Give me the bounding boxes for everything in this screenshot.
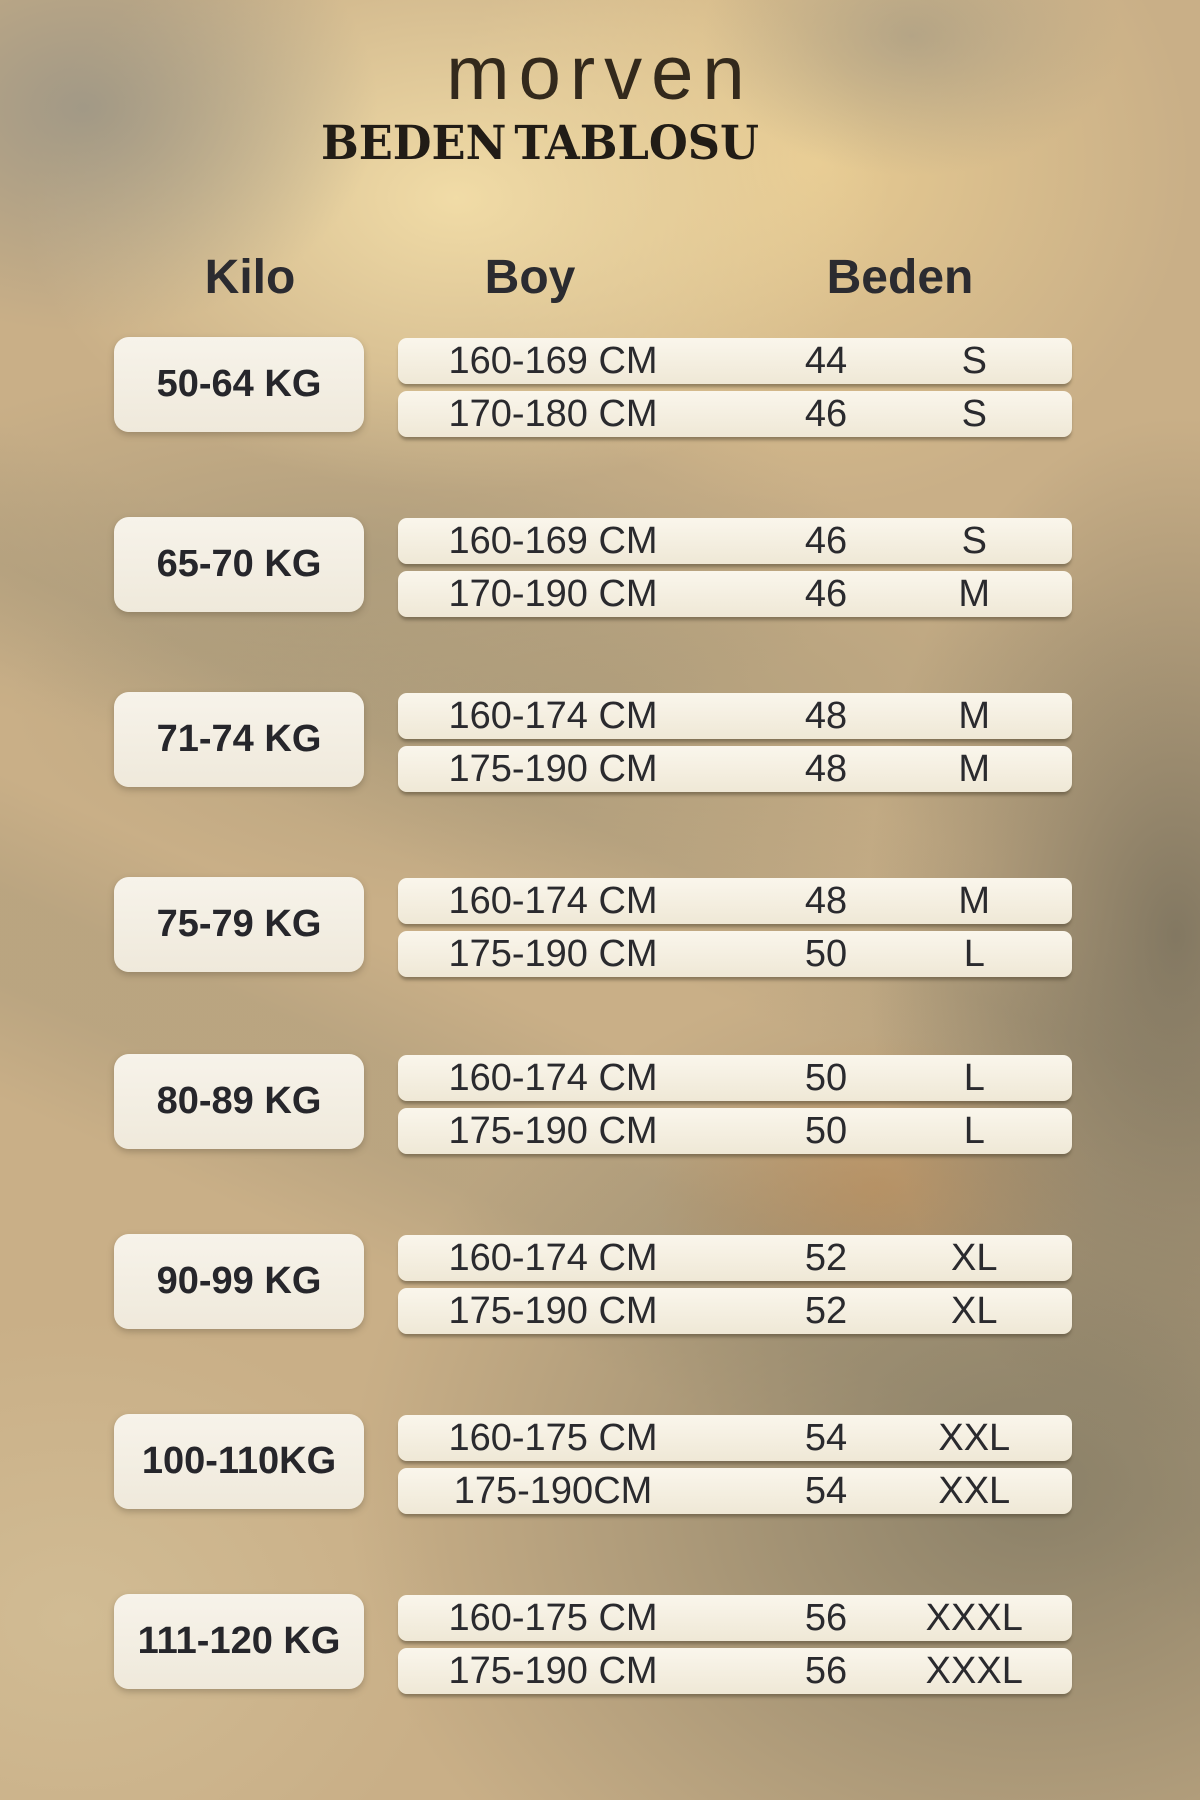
weight-range-label: 50-64 KG: [156, 363, 322, 405]
size-letter-value: XXXL: [925, 1650, 1023, 1692]
height-range-value: 175-190 CM: [448, 1650, 658, 1692]
weight-range-box: [114, 517, 364, 612]
weight-group: [0, 1595, 1200, 1695]
size-number-value: 46: [804, 520, 848, 562]
size-number-value: 48: [804, 695, 848, 737]
size-letter-value: L: [963, 933, 985, 975]
height-range-value: 175-190 CM: [448, 1110, 658, 1152]
weight-range-box: [114, 692, 364, 787]
size-number-value: 52: [804, 1290, 848, 1332]
size-number-value: 46: [804, 573, 848, 615]
weight-range-label: 75-79 KG: [156, 903, 322, 945]
size-letter-value: XXXL: [925, 1597, 1023, 1639]
size-letter-value: XXL: [938, 1417, 1011, 1459]
size-number-value: 48: [804, 748, 848, 790]
size-number-value: 46: [804, 393, 848, 435]
column-header-beden: Beden: [826, 251, 974, 304]
size-row: [398, 518, 1072, 564]
weight-group: [0, 518, 1200, 618]
size-row: [398, 931, 1072, 977]
height-range-value: 175-190 CM: [448, 1290, 658, 1332]
size-letter-value: XL: [951, 1237, 998, 1279]
size-row: [398, 1648, 1072, 1694]
size-row: [398, 1595, 1072, 1641]
height-range-value: 160-174 CM: [448, 1237, 658, 1279]
size-letter-value: M: [958, 695, 991, 737]
height-range-value: 175-190 CM: [448, 748, 658, 790]
height-range-value: 175-190CM: [453, 1470, 653, 1512]
size-row: [398, 391, 1072, 437]
weight-group: [0, 693, 1200, 793]
weight-group: [0, 1415, 1200, 1515]
weight-range-box: [114, 1054, 364, 1149]
weight-group: [0, 878, 1200, 978]
weight-group: [0, 1235, 1200, 1335]
size-number-value: 52: [804, 1237, 848, 1279]
page-title: BEDEN TABLOSU: [321, 116, 759, 171]
size-letter-value: S: [961, 340, 987, 382]
size-letter-value: S: [961, 393, 987, 435]
weight-range-box: [114, 877, 364, 972]
weight-group: [0, 338, 1200, 438]
height-range-value: 160-174 CM: [448, 880, 658, 922]
size-number-value: 50: [804, 1057, 848, 1099]
size-letter-value: M: [958, 573, 991, 615]
size-number-value: 44: [804, 340, 848, 382]
weight-range-label: 80-89 KG: [156, 1080, 322, 1122]
size-row: [398, 693, 1072, 739]
weight-range-box: [114, 337, 364, 432]
size-row: [398, 338, 1072, 384]
weight-range-label: 100-110KG: [141, 1440, 337, 1482]
height-range-value: 160-174 CM: [448, 695, 658, 737]
size-row: [398, 571, 1072, 617]
size-letter-value: L: [963, 1110, 985, 1152]
column-header-boy: Boy: [484, 251, 576, 304]
height-range-value: 160-175 CM: [448, 1417, 658, 1459]
size-row: [398, 1055, 1072, 1101]
size-row: [398, 746, 1072, 792]
weight-range-box: [114, 1594, 364, 1689]
weight-range-label: 65-70 KG: [156, 543, 322, 585]
size-letter-value: XL: [951, 1290, 998, 1332]
height-range-value: 160-169 CM: [448, 340, 658, 382]
weight-group: [0, 1055, 1200, 1155]
size-number-value: 56: [804, 1597, 848, 1639]
size-row: [398, 878, 1072, 924]
size-letter-value: M: [958, 880, 991, 922]
size-number-value: 54: [804, 1470, 848, 1512]
weight-range-label: 71-74 KG: [156, 718, 322, 760]
size-number-value: 50: [804, 933, 848, 975]
brand-logo: morven: [446, 31, 754, 116]
height-range-value: 160-174 CM: [448, 1057, 658, 1099]
size-number-value: 54: [804, 1417, 848, 1459]
size-row: [398, 1415, 1072, 1461]
height-range-value: 170-180 CM: [448, 393, 658, 435]
size-row: [398, 1468, 1072, 1514]
size-letter-value: XXL: [938, 1470, 1011, 1512]
size-number-value: 56: [804, 1650, 848, 1692]
size-number-value: 50: [804, 1110, 848, 1152]
size-row: [398, 1108, 1072, 1154]
weight-range-box: [114, 1234, 364, 1329]
column-header-kilo: Kilo: [204, 251, 296, 304]
size-number-value: 48: [804, 880, 848, 922]
size-letter-value: S: [961, 520, 987, 562]
height-range-value: 160-175 CM: [448, 1597, 658, 1639]
size-letter-value: L: [963, 1057, 985, 1099]
size-row: [398, 1288, 1072, 1334]
weight-range-box: [114, 1414, 364, 1509]
height-range-value: 160-169 CM: [448, 520, 658, 562]
weight-range-label: 111-120 KG: [137, 1620, 341, 1662]
height-range-value: 175-190 CM: [448, 933, 658, 975]
height-range-value: 170-190 CM: [448, 573, 658, 615]
size-letter-value: M: [958, 748, 991, 790]
weight-range-label: 90-99 KG: [156, 1260, 322, 1302]
size-row: [398, 1235, 1072, 1281]
